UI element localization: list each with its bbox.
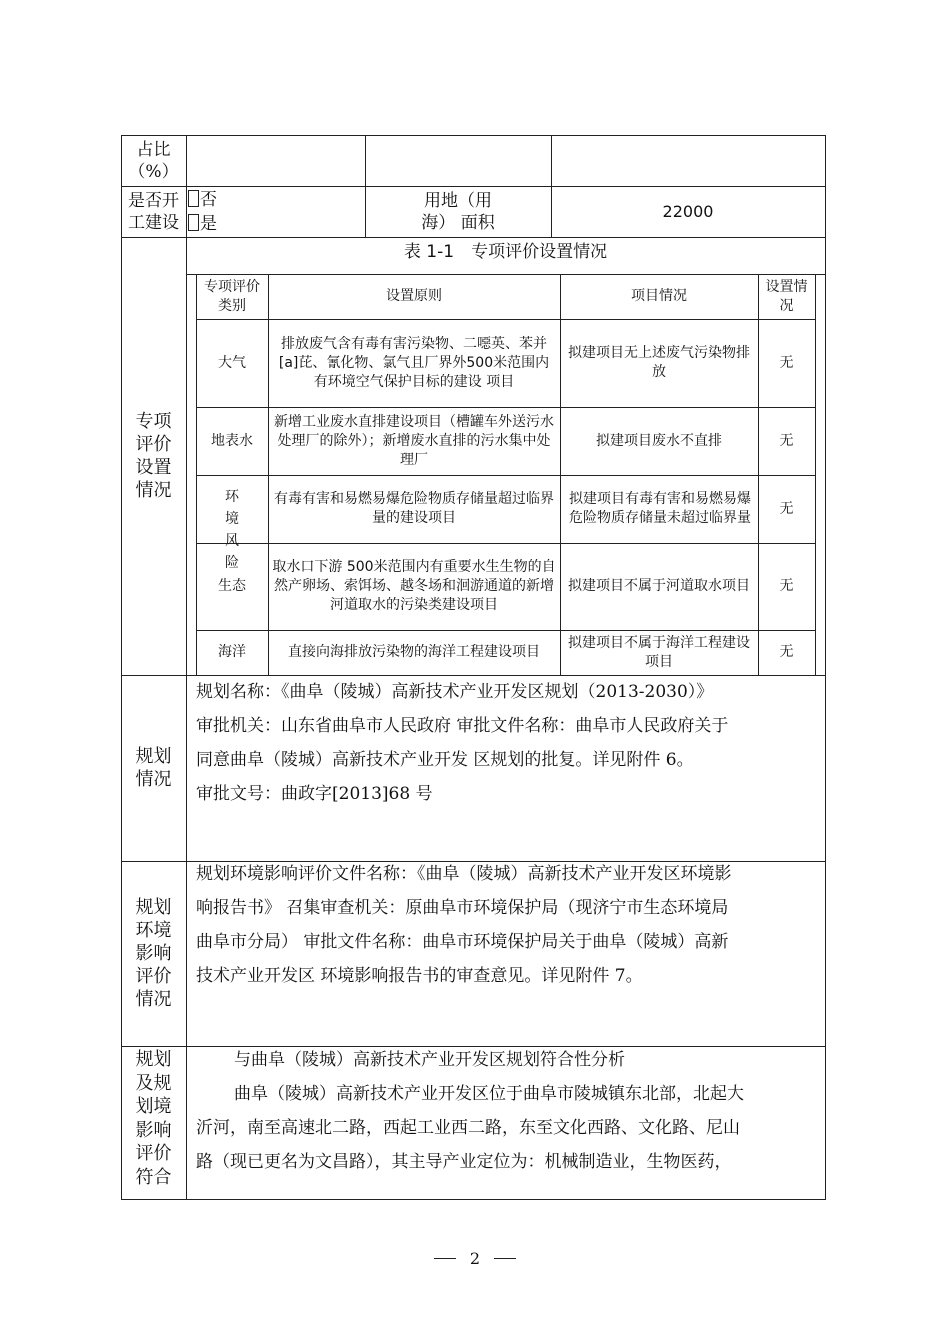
compliance-content bbox=[196, 1043, 821, 1179]
checkbox-icon[interactable] bbox=[188, 190, 199, 207]
row-principle: 取水口下游 500米范围内有重要水生生物的自然产卵场、索饵场、越冬场和洄游通道的新增河道取水的污染类建设项目 bbox=[272, 559, 556, 613]
page-footer bbox=[400, 1246, 550, 1270]
row-setting: 无 bbox=[779, 644, 794, 660]
row-situation: 拟建项目废水不直排 bbox=[596, 432, 722, 449]
table-title: 表 1-1 专项评价设置情况 bbox=[403, 242, 608, 262]
row-category: 生态 bbox=[218, 578, 246, 594]
row-setting: 无 bbox=[779, 578, 794, 594]
page-number: 2 bbox=[469, 1248, 481, 1268]
option-no[interactable]: 否 bbox=[188, 188, 358, 212]
planning-env-content bbox=[196, 857, 821, 993]
started-label: 是否开 工建设 bbox=[128, 190, 179, 233]
option-yes[interactable]: 是 bbox=[188, 212, 358, 236]
started-options bbox=[188, 188, 358, 236]
row-category: 大气 bbox=[218, 354, 246, 371]
compliance-label: 规划 及规 划境 影响 评价 符合 bbox=[135, 1049, 172, 1188]
header-setting: 设置情况 bbox=[765, 278, 808, 314]
header-category: 专项评价类别 bbox=[204, 278, 260, 314]
row-situation: 拟建项目不属于河道取水项目 bbox=[568, 578, 750, 594]
planning-content bbox=[196, 675, 821, 811]
planning-env-line: 规划环境影响评价文件名称：《曲阜（陵城）高新技术产业开发区环境影 bbox=[196, 864, 732, 884]
ratio-label: 占比 （%） bbox=[128, 139, 179, 182]
compliance-line: 沂河，南至高速北二路，西起工业西二路，东至文化西路、文化路、尼山 bbox=[196, 1118, 740, 1138]
row-principle: 有毒有害和易燃易爆危险物质存储量超过临界量的建设项目 bbox=[274, 491, 554, 526]
row-situation: 拟建项目不属于海洋工程建设项目 bbox=[568, 634, 750, 670]
row-principle: 新增工业废水直排建设项目（槽罐车外送污水处理厂的除外）；新增废水直排的污水集中处理厂 bbox=[274, 413, 554, 468]
footer-dash-left bbox=[434, 1258, 456, 1259]
compliance-line: 曲阜（陵城）高新技术产业开发区位于曲阜市陵城镇东北部，北起大 bbox=[234, 1084, 744, 1104]
row-category: 环境风险 bbox=[225, 489, 239, 571]
planning-line: 规划名称：《曲阜（陵城）高新技术产业开发区规划（2013-2030）》 bbox=[196, 682, 714, 702]
row-setting: 无 bbox=[779, 432, 794, 449]
row-principle: 排放废气含有毒有害污染物、二噁英、苯并[a]芘、氰化物、氯气且厂界外500米范围内有环境空气保护目标的建设 项目 bbox=[278, 335, 550, 390]
footer-dash-right bbox=[494, 1258, 516, 1259]
checkbox-icon[interactable] bbox=[188, 214, 199, 231]
planning-line: 同意曲阜（陵城）高新技术产业开发 区规划的批复。详见附件 6。 bbox=[196, 750, 694, 770]
row-setting: 无 bbox=[779, 500, 794, 517]
planning-env-line: 曲阜市分局） 审批文件名称：曲阜市环境保护局关于曲阜（陵城）高新 bbox=[196, 932, 729, 952]
row-category: 地表水 bbox=[211, 432, 253, 449]
row-category: 海洋 bbox=[218, 644, 246, 660]
row-situation: 拟建项目有毒有害和易燃易爆危险物质存储量未超过临界量 bbox=[569, 491, 751, 526]
land-area-label: 用地（用 海） 面积 bbox=[421, 190, 495, 233]
planning-line: 审批机关：山东省曲阜市人民政府 审批文件名称：曲阜市人民政府关于 bbox=[196, 716, 729, 736]
row-principle: 直接向海排放污染物的海洋工程建设项目 bbox=[288, 644, 540, 660]
row-setting: 无 bbox=[779, 354, 794, 371]
compliance-heading: 与曲阜（陵城）高新技术产业开发区规划符合性分析 bbox=[234, 1050, 625, 1070]
planning-env-line: 技术产业开发区 环境影响报告书的审查意见。详见附件 7。 bbox=[196, 966, 643, 986]
header-principle: 设置原则 bbox=[386, 288, 442, 304]
special-eval-label: 专项 评价 设置 情况 bbox=[135, 411, 172, 501]
planning-env-line: 响报告书》 召集审查机关：原曲阜市环境保护局（现济宁市生态环境局 bbox=[196, 898, 729, 918]
compliance-line: 路（现已更名为文昌路），其主导产业定位为：机械制造业，生物医药， bbox=[196, 1152, 732, 1172]
planning-line: 审批文号：曲政字[2013]68 号 bbox=[196, 784, 433, 804]
planning-env-label: 规划 环境 影响 评价 情况 bbox=[135, 897, 172, 1010]
land-area-value: 22000 bbox=[662, 201, 714, 221]
header-situation: 项目情况 bbox=[631, 288, 687, 304]
planning-label: 规划 情况 bbox=[135, 746, 172, 790]
row-situation: 拟建项目无上述废气污染物排放 bbox=[568, 345, 750, 380]
